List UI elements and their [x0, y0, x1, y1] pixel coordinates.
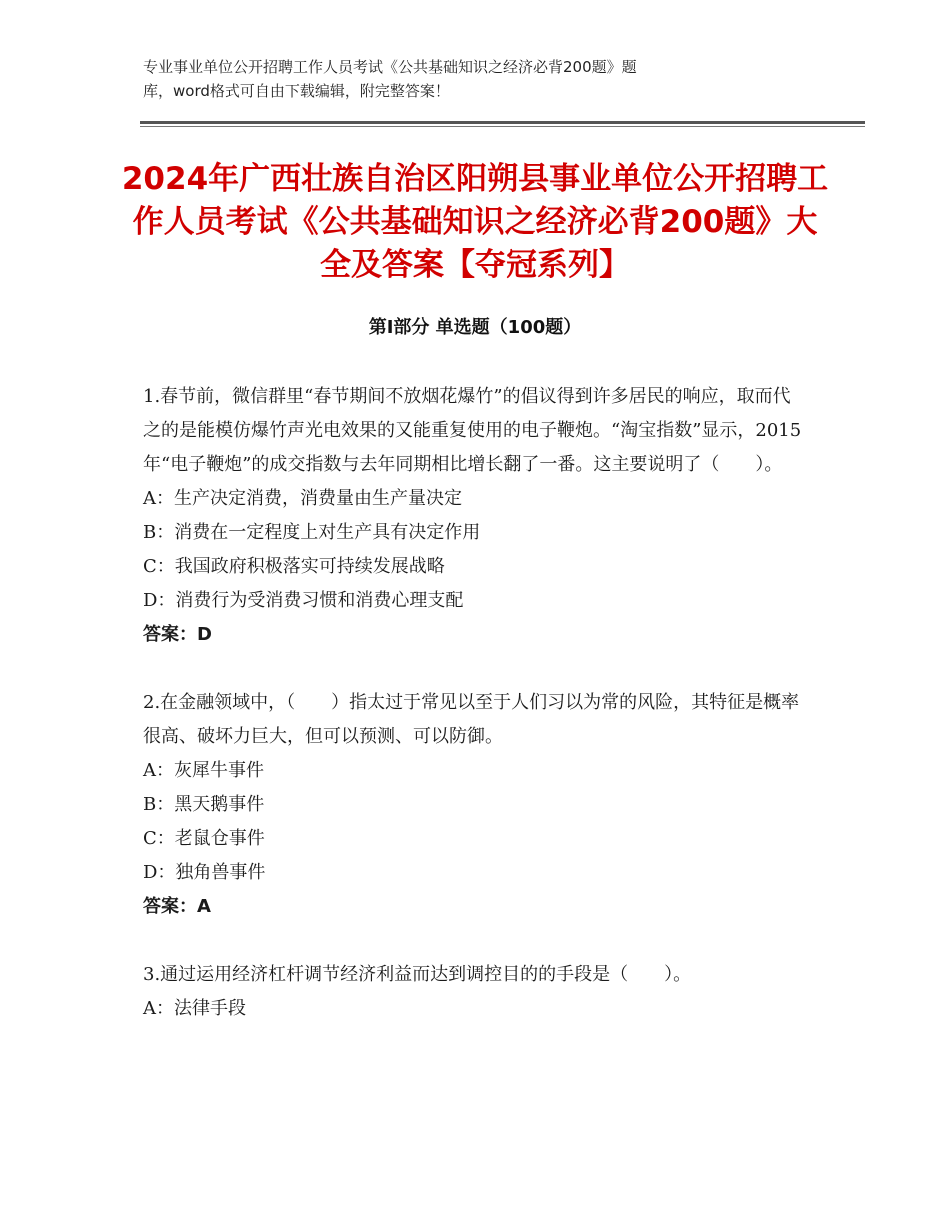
section-heading: 第Ⅰ部分 单选题（100题） [368, 317, 582, 338]
question-2-option-c: C：老鼠仓事件 [143, 828, 265, 849]
question-1-option-a: A：生产决定消费，消费量由生产量决定 [143, 488, 462, 509]
question-1-option-b: B：消费在一定程度上对生产具有决定作用 [143, 522, 481, 543]
question-1-option-c: C：我国政府积极落实可持续发展战略 [143, 556, 445, 577]
document-title: 2024年广西壮族自治区阳朔县事业单位公开招聘工作人员考试《公共基础知识之经济必背200题》大全及答案【夺冠系列】 [121, 161, 829, 283]
question-2-option-d: D：独角兽事件 [143, 862, 266, 883]
header-divider-thick [140, 121, 865, 124]
header-divider-thin [140, 126, 865, 127]
question-spacer [143, 652, 808, 686]
question-spacer [143, 924, 808, 958]
question-2-answer: 答案：A [143, 896, 211, 917]
question-1-stem: 1.春节前，微信群里“春节期间不放烟花爆竹”的倡议得到许多居民的响应，取而代之的是能模仿爆竹声光电效果的又能重复使用的电子鞭炮。“淘宝指数”显示，2015年“电子鞭炮”的成交指数与去年同期相比增长翻了一番。这主要说明了（ ）。 [143, 386, 802, 475]
question-list [143, 380, 808, 1026]
question-3-stem: 3.通过运用经济杠杆调节经济利益而达到调控目的的手段是（ ）。 [143, 964, 692, 985]
question-1-option-d: D：消费行为受消费习惯和消费心理支配 [143, 590, 464, 611]
question-2-stem: 2.在金融领域中，（ ）指太过于常见以至于人们习以为常的风险，其特征是概率很高、破坏力巨大，但可以预测、可以防御。 [143, 692, 800, 747]
question-1-answer: 答案：D [143, 624, 212, 645]
page-header [143, 55, 783, 103]
header-line-1: 专业事业单位公开招聘工作人员考试《公共基础知识之经济必背200题》题 [143, 58, 637, 76]
question-3-option-a: A：法律手段 [143, 998, 246, 1019]
question-2-option-b: B：黑天鹅事件 [143, 794, 265, 815]
question-2-option-a: A：灰犀牛事件 [143, 760, 264, 781]
header-line-2: 库，word格式可自由下载编辑，附完整答案！ [143, 82, 450, 100]
